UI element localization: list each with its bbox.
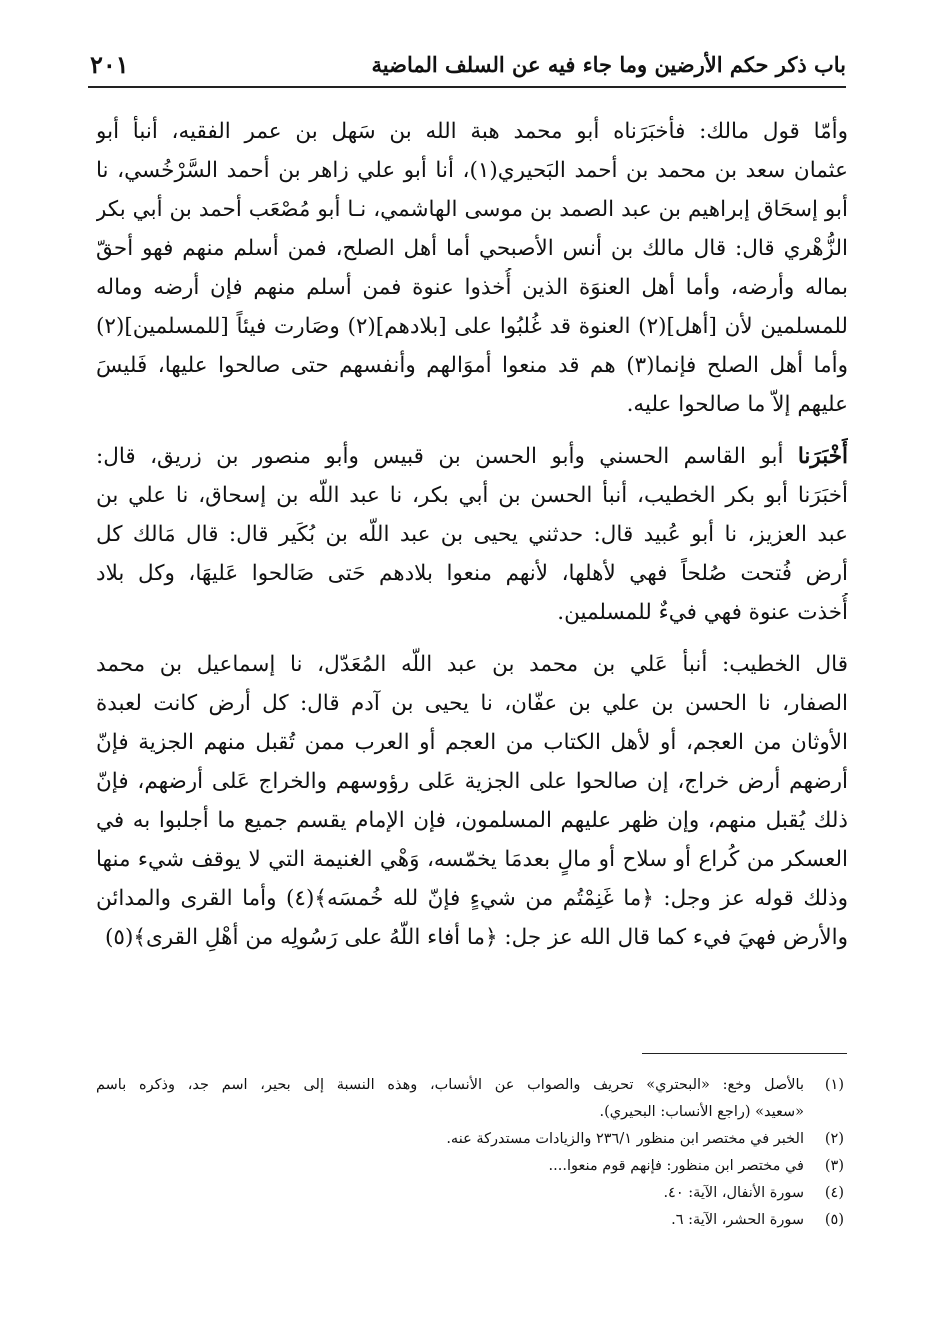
chapter-title: باب ذكر حكم الأرضين وما جاء فيه عن السلف الماضية	[371, 52, 846, 77]
footnote-divider	[642, 1053, 847, 1054]
footnote-text	[96, 1072, 804, 1126]
text-line: وأمّا قول مالك: فأخبَرَناه أبو محمد هبة الله بن سَهل بن عمر الفقيه، أنبأ أبو	[96, 119, 848, 144]
lead-word: أَخْبَرَنا	[797, 444, 848, 469]
text-line: العسكر من كُراع أو سلاح أو مالٍ بعدمَا يخمّسه، وَهْي الغنيمة التي لا يوقف شيء منها	[96, 847, 848, 872]
footnote-line: «سعيد» (راجع الأنساب: البحيري).	[599, 1104, 804, 1120]
text-line-rest: أبو القاسم الحسني وأبو الحسن بن قبيس وأبو منصور بن زريق، قال:	[96, 444, 784, 469]
footnote-line: الخبر في مختصر ابن منظور ٢٣٦/١ والزيادات مستدركة عنه.	[446, 1131, 804, 1147]
text-line: عبد العزيز، نا أبو عُبيد قال: حدثني يحيى بن عبد اللّه بن بُكَير قال: قال مَالك كل	[96, 522, 848, 547]
text-line	[96, 437, 848, 476]
footnote-number: (٣)	[824, 1158, 844, 1174]
text-line: للمسلمين لأن [أهل](٢) العنوة قد غُلبُوا على [بلادهم](٢) وصَارت فيئاً [للمسلمين](٢)	[96, 314, 848, 339]
footnotes	[96, 1072, 844, 1234]
footnote-line: سورة الأنفال، الآية: ٤٠.	[663, 1185, 804, 1201]
text-line: بماله وأرضه، وأما أهل العنوَة الذين أُخذوا عنوة فمن أسلم منهم فإن أرضه وماله	[96, 275, 848, 300]
running-header	[88, 46, 846, 88]
text-line: أُخذت عنوة فهي فيءٌ للمسلمين.	[557, 600, 848, 625]
footnote-text	[96, 1207, 804, 1234]
footnote-line: في مختصر ابن منظور: فإنهم قوم منعوا....	[548, 1158, 804, 1174]
text-line: عثمان سعد بن محمد بن أحمد البَحيري(١)، أنا أبو علي زاهر بن أحمد السَّرْخُسي، نا	[96, 158, 848, 183]
text-line: قال الخطيب: أنبأ عَلي بن محمد بن عبد اللّه المُعَدّل، نا إسماعيل بن محمد	[96, 652, 848, 677]
page-number: ٢٠١	[90, 50, 129, 79]
text-line: الأوثان من العجم، أو لأهل الكتاب من العجم أو العرب ممن تُقبل منهم الجزية فإنّ	[96, 730, 848, 755]
footnote	[96, 1072, 844, 1126]
footnote	[96, 1126, 844, 1153]
text-line: أبو إسحَاق إبراهيم بن عبد الصمد بن موسى الهاشمي، نـا أبو مُصْعَب أحمد بن أبي بكر	[96, 197, 848, 222]
paragraph-khatib	[96, 645, 848, 957]
text-line: وذلك قوله عز وجل: ﴿ما غَنِمْتُم من شيءٍ فإنّ لله خُمسَه﴾(٤) وأما القرى والمدائن	[96, 886, 848, 911]
footnote-text	[96, 1153, 804, 1180]
footnote	[96, 1207, 844, 1234]
text-line: أخبَرَنا أبو بكر الخطيب، أنبأ الحسن بن أبي بكر، نا عبد اللّه بن إسحاق، نا علي بن	[96, 483, 848, 508]
footnote-number: (٥)	[824, 1212, 844, 1228]
footnote-text	[96, 1126, 804, 1153]
footnote	[96, 1153, 844, 1180]
footnote-number: (١)	[824, 1077, 844, 1093]
text-line: وأما أهل الصلح فإنما(٣) هم قد منعوا أموَالهم وأنفسهم حتى صالحوا عليها، فَليسَ	[96, 353, 848, 378]
text-line: عليهم إلاّ ما صالحوا عليه.	[626, 392, 848, 417]
text-line: ذلك يُقبل منهم، وإن ظهر عليهم المسلمون، فإن الإمام يقسم جميع ما أجلبوا به في	[96, 808, 848, 833]
text-line: أرض فُتحت صُلحاً فهي لأهلها، لأنهم منعوا بلادهم حَتى صَالحوا عَليهَا، وكل بلاد	[96, 561, 848, 586]
paragraph-malik	[96, 112, 848, 424]
text-line: الزُّهْري قال: قال مالك بن أنس الأصبحي أما أهل الصلح، فمن أسلم منهم فهو أحقّ	[96, 236, 848, 261]
footnote-text	[96, 1180, 804, 1207]
footnote-line: بالأصل وخع: «البحتري» تحريف والصواب عن الأنساب، وهذه النسبة إلى بحير، اسم جد، وذكره باسم	[96, 1077, 804, 1093]
footnote-number: (٢)	[824, 1131, 844, 1147]
paragraph-akhbarana	[96, 437, 848, 632]
main-text	[96, 112, 848, 970]
footnote-line: سورة الحشر، الآية: ٦.	[671, 1212, 804, 1228]
footnote	[96, 1180, 844, 1207]
text-line: الصفار، نا الحسن بن علي بن عفّان، نا يحيى بن آدم قال: كل أرض كانت لعبدة	[96, 691, 848, 716]
text-line: أرضهم أرض خراج، إن صالحوا على الجزية عَلى رؤوسهم والخراج عَلى أرضهم، فإنّ	[96, 769, 848, 794]
text-line: والأرض فهيَ فيء كما قال الله عز جل: ﴿ما أفاء اللّهُ على رَسُولِه من أهْلِ القرى﴾(٥)	[105, 925, 848, 950]
footnote-number: (٤)	[824, 1185, 844, 1201]
